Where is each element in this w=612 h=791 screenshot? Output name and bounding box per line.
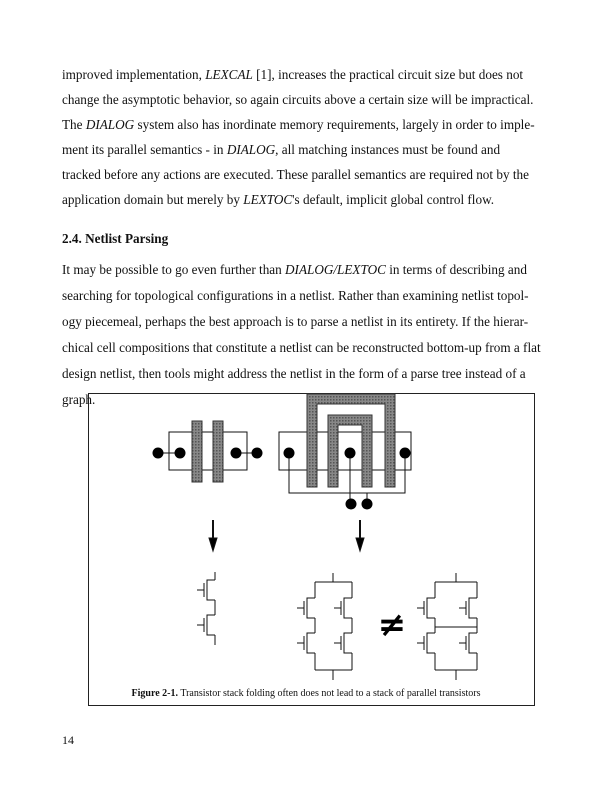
- text-span: tracked before any actions are executed. These parallel semantics are required not by the: [62, 167, 529, 182]
- terminal-dot: [345, 448, 356, 459]
- arrow-head: [209, 538, 217, 551]
- text-span: [1], increases the practical circuit size but does not: [252, 67, 524, 82]
- terminal-dot: [175, 448, 186, 459]
- wire: [315, 573, 352, 680]
- poly-gate: [213, 421, 223, 482]
- text-span: ogy piecemeal, perhaps the best approach is to parse a netlist in its entirety. If the hierar-: [62, 314, 529, 329]
- terminal-dot: [400, 448, 411, 459]
- italic-term: LEXCAL: [205, 67, 253, 82]
- transistor-symbol: [417, 633, 435, 653]
- italic-term: DIALOG: [85, 117, 135, 132]
- terminal-dot: [346, 499, 357, 510]
- terminal-dot: [252, 448, 263, 459]
- section-heading: 2.4. Netlist Parsing: [62, 231, 169, 246]
- arrow-head: [356, 538, 364, 551]
- italic-term: DIALOG/LEXTOC: [285, 262, 386, 277]
- italic-term: DIALOG: [226, 142, 276, 157]
- text-span: graph.: [62, 392, 96, 407]
- terminal-dot: [231, 448, 242, 459]
- text-span: change the asymptotic behavior, so again circuits above a certain size will be impractical.: [62, 92, 534, 107]
- transistor-symbol: [334, 598, 352, 618]
- figure-caption: [0, 688, 612, 699]
- text-span: The: [62, 117, 86, 132]
- transistor-symbol: [334, 633, 352, 653]
- transistor-symbol: [197, 580, 215, 600]
- text-span: in terms of describing and: [385, 262, 527, 277]
- transistor-symbol: [297, 598, 315, 618]
- text-span: , all matching instances must be found and: [275, 142, 501, 157]
- text-span: system also has inordinate memory requirements, largely in order to imple-: [134, 117, 535, 132]
- transistor-symbol: [417, 598, 435, 618]
- text-span: 's default, implicit global control flow.: [292, 192, 495, 207]
- terminal-dot: [153, 448, 164, 459]
- text-span: improved implementation,: [62, 67, 206, 82]
- terminal-dot: [362, 499, 373, 510]
- text-span: It may be possible to go even further than: [62, 262, 286, 277]
- italic-term: LEXTOC: [243, 192, 293, 207]
- transistor-symbol: [459, 633, 477, 653]
- not-equal-symbol: ≠: [377, 605, 407, 645]
- page-number: 14: [62, 733, 74, 747]
- text-span: ment its parallel semantics - in: [62, 142, 227, 157]
- terminal-dot: [284, 448, 295, 459]
- transistor-symbol: [197, 615, 215, 635]
- wire: [435, 573, 477, 680]
- figure-label: Figure 2-1.: [131, 688, 179, 699]
- poly-gate-outer-u: [307, 394, 395, 487]
- poly-gate: [192, 421, 202, 482]
- text-span: searching for topological configurations in a netlist. Rather than examining netlist topol-: [62, 288, 529, 303]
- transistor-symbol: [459, 598, 477, 618]
- transistor-symbol: [297, 633, 315, 653]
- figure-caption-text: Transistor stack folding often does not lead to a stack of parallel transistors: [178, 688, 481, 699]
- text-span: chical cell compositions that constitute a netlist can be reconstructed bottom-up from a flat: [62, 340, 541, 355]
- text-span: design netlist, then tools might address the netlist in the form of a parse tree instead of a: [62, 366, 526, 381]
- text-span: application domain but merely by: [62, 192, 244, 207]
